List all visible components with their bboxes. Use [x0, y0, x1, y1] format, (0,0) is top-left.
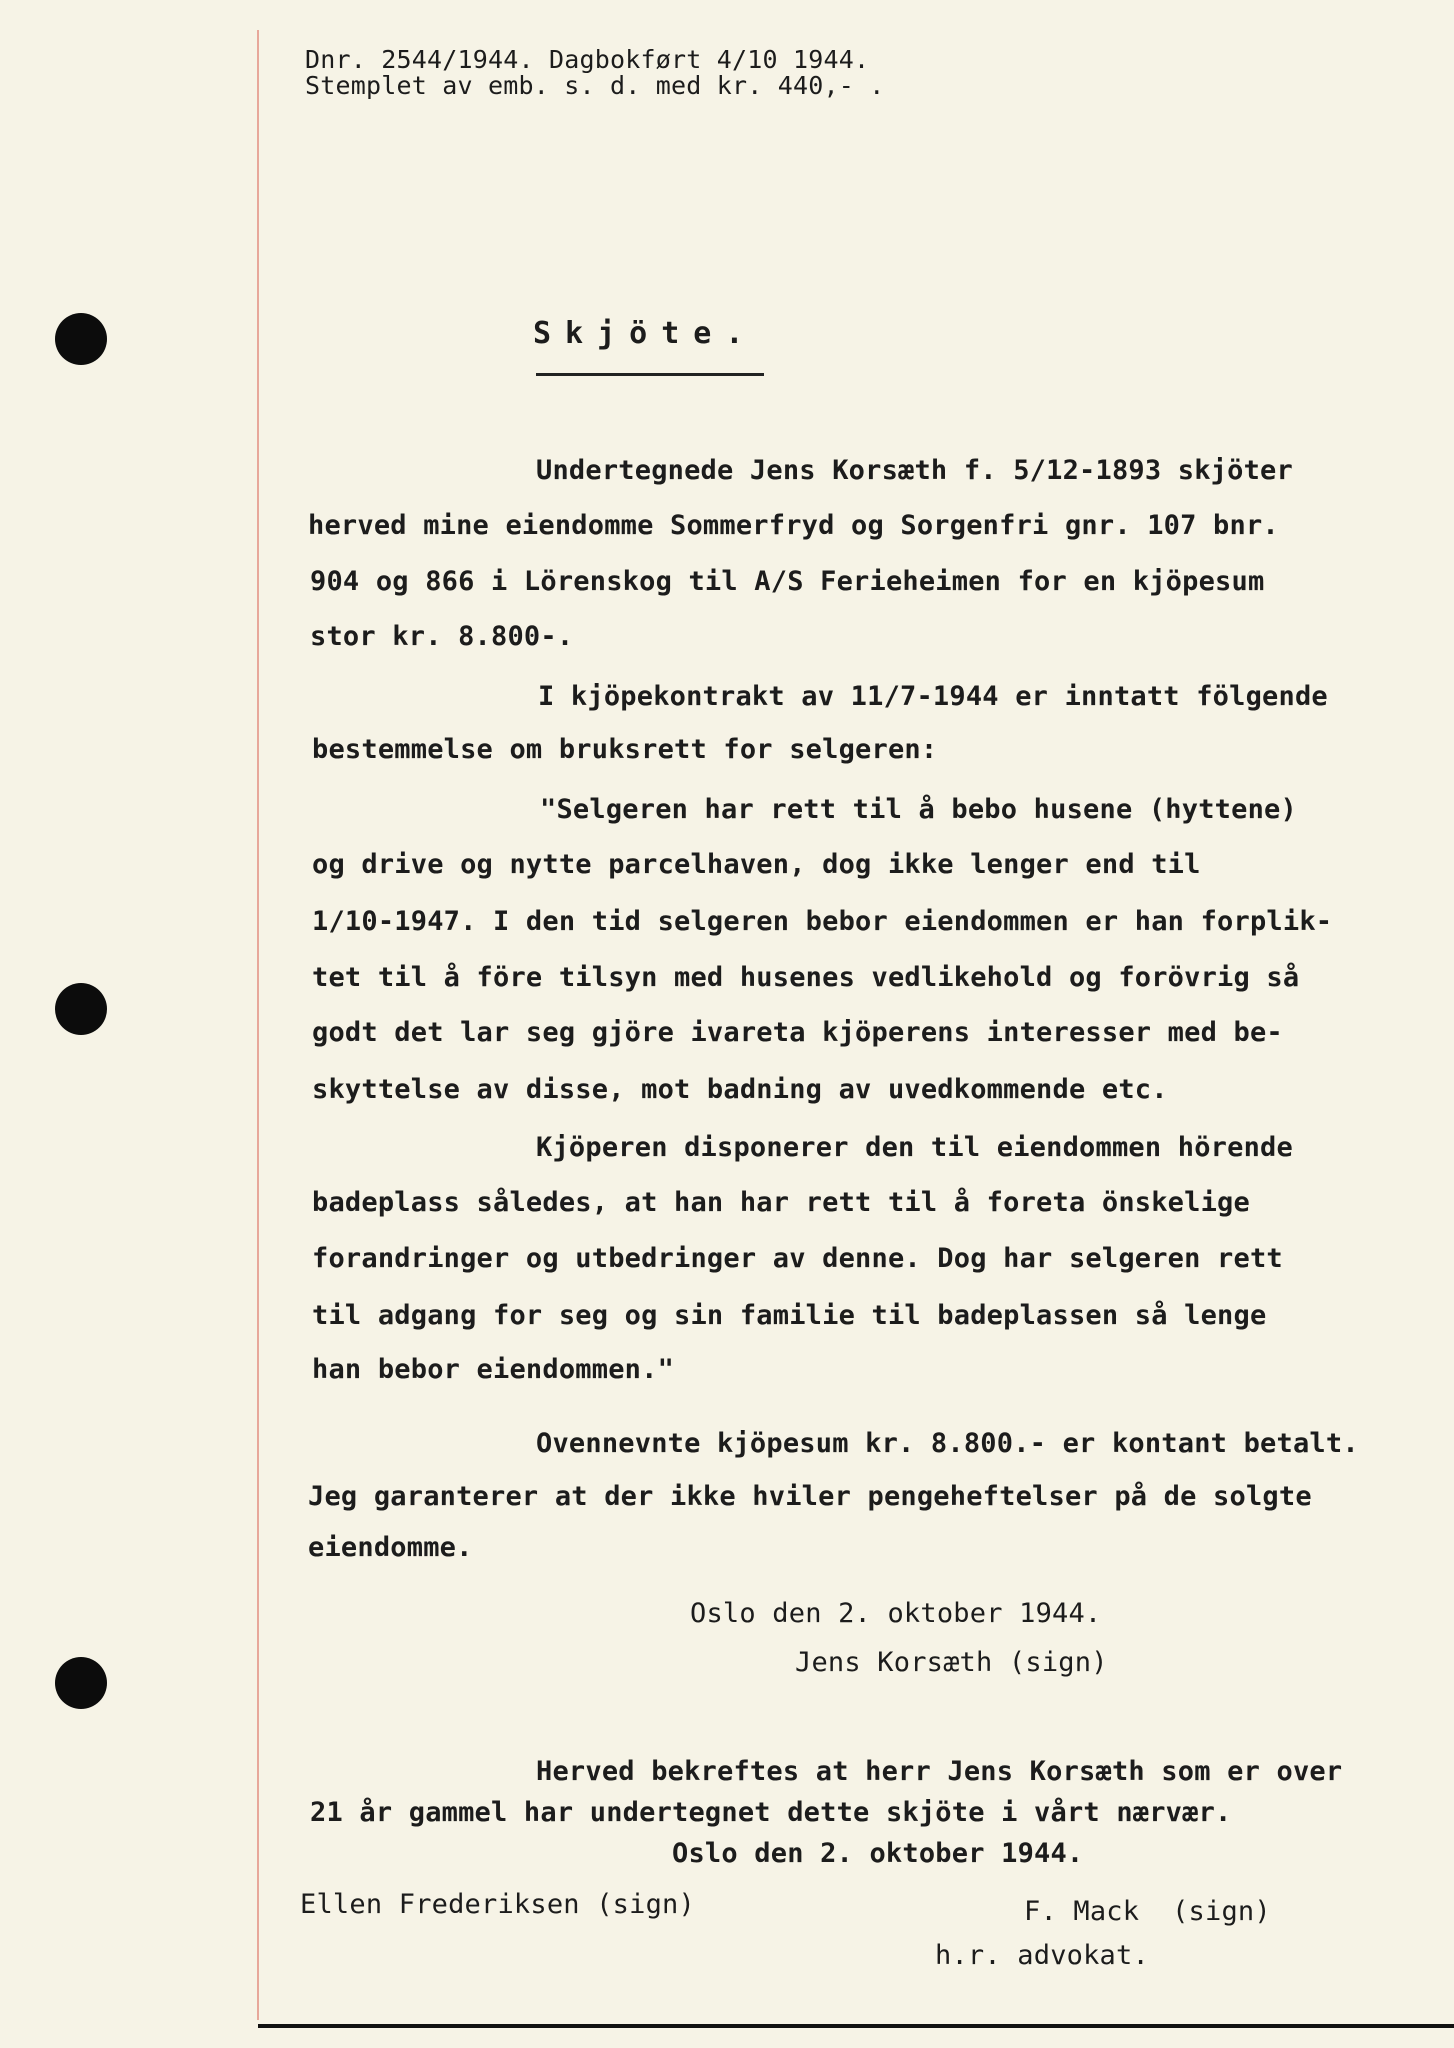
- body-line: forandringer og utbedringer av denne. Dog har selgeren rett: [312, 1243, 1283, 1274]
- punch-hole: [55, 313, 107, 365]
- body-line: "Selgeren har rett til å bebo husene (hyttene): [540, 794, 1297, 825]
- header-registration: Dnr. 2544/1944. Dagbokført 4/10 1944.: [305, 45, 870, 74]
- body-line: Jeg garanterer at der ikke hviler pengeheftelser på de solgte: [308, 1481, 1312, 1512]
- body-line: tet til å före tilsyn med husenes vedlikehold og forövrig så: [312, 962, 1300, 993]
- signature: Jens Korsæth (sign): [795, 1647, 1108, 1678]
- header-stamp: Stemplet av emb. s. d. med kr. 440,- .: [305, 71, 885, 100]
- body-line: 904 og 866 i Lörenskog til A/S Ferieheimen for en kjöpesum: [310, 566, 1265, 597]
- margin-line: [257, 30, 259, 2020]
- body-line: I kjöpekontrakt av 11/7-1944 er inntatt fölgende: [538, 681, 1328, 712]
- body-line: han bebor eiendommen.": [312, 1354, 675, 1385]
- body-line: til adgang for seg og sin familie til badeplassen så lenge: [312, 1300, 1267, 1331]
- body-line: eiendomme.: [308, 1532, 473, 1563]
- body-line: skyttelse av disse, mot badning av uvedkommende etc.: [312, 1074, 1168, 1105]
- body-line: herved mine eiendomme Sommerfryd og Sorgenfri gnr. 107 bnr.: [308, 510, 1279, 541]
- witness-line: Herved bekreftes at herr Jens Korsæth som er over: [536, 1756, 1343, 1787]
- document-title: Skjöte.: [533, 316, 758, 351]
- witness-signature: F. Mack (sign): [1024, 1896, 1271, 1927]
- body-line: godt det lar seg gjöre ivareta kjöperens interesser med be-: [312, 1017, 1283, 1048]
- body-line: Ovennevnte kjöpesum kr. 8.800.- er kontant betalt.: [536, 1428, 1359, 1459]
- body-line: og drive og nytte parcelhaven, dog ikke lenger end til: [312, 849, 1201, 880]
- body-line: badeplass således, at han har rett til å foreta önskelige: [312, 1187, 1250, 1218]
- signing-place-date: Oslo den 2. oktober 1944.: [690, 1598, 1102, 1629]
- punch-hole: [55, 1657, 107, 1709]
- body-line: Undertegnede Jens Korsæth f. 5/12-1893 skjöter: [536, 455, 1293, 486]
- body-line: stor kr. 8.800-.: [310, 621, 574, 652]
- title-underline: [536, 373, 764, 376]
- witness-place-date: Oslo den 2. oktober 1944.: [672, 1838, 1084, 1869]
- witness-title: h.r. advokat.: [935, 1940, 1149, 1971]
- witness-line: 21 år gammel har undertegnet dette skjöte i vårt nærvær.: [310, 1797, 1232, 1828]
- punch-hole: [55, 983, 107, 1035]
- bottom-edge: [258, 2024, 1454, 2028]
- body-line: Kjöperen disponerer den til eiendommen hörende: [536, 1132, 1293, 1163]
- body-line: 1/10-1947. I den tid selgeren bebor eiendommen er han forplik-: [312, 906, 1333, 937]
- body-line: bestemmelse om bruksrett for selgeren:: [312, 734, 938, 765]
- witness-signature: Ellen Frederiksen (sign): [300, 1889, 695, 1920]
